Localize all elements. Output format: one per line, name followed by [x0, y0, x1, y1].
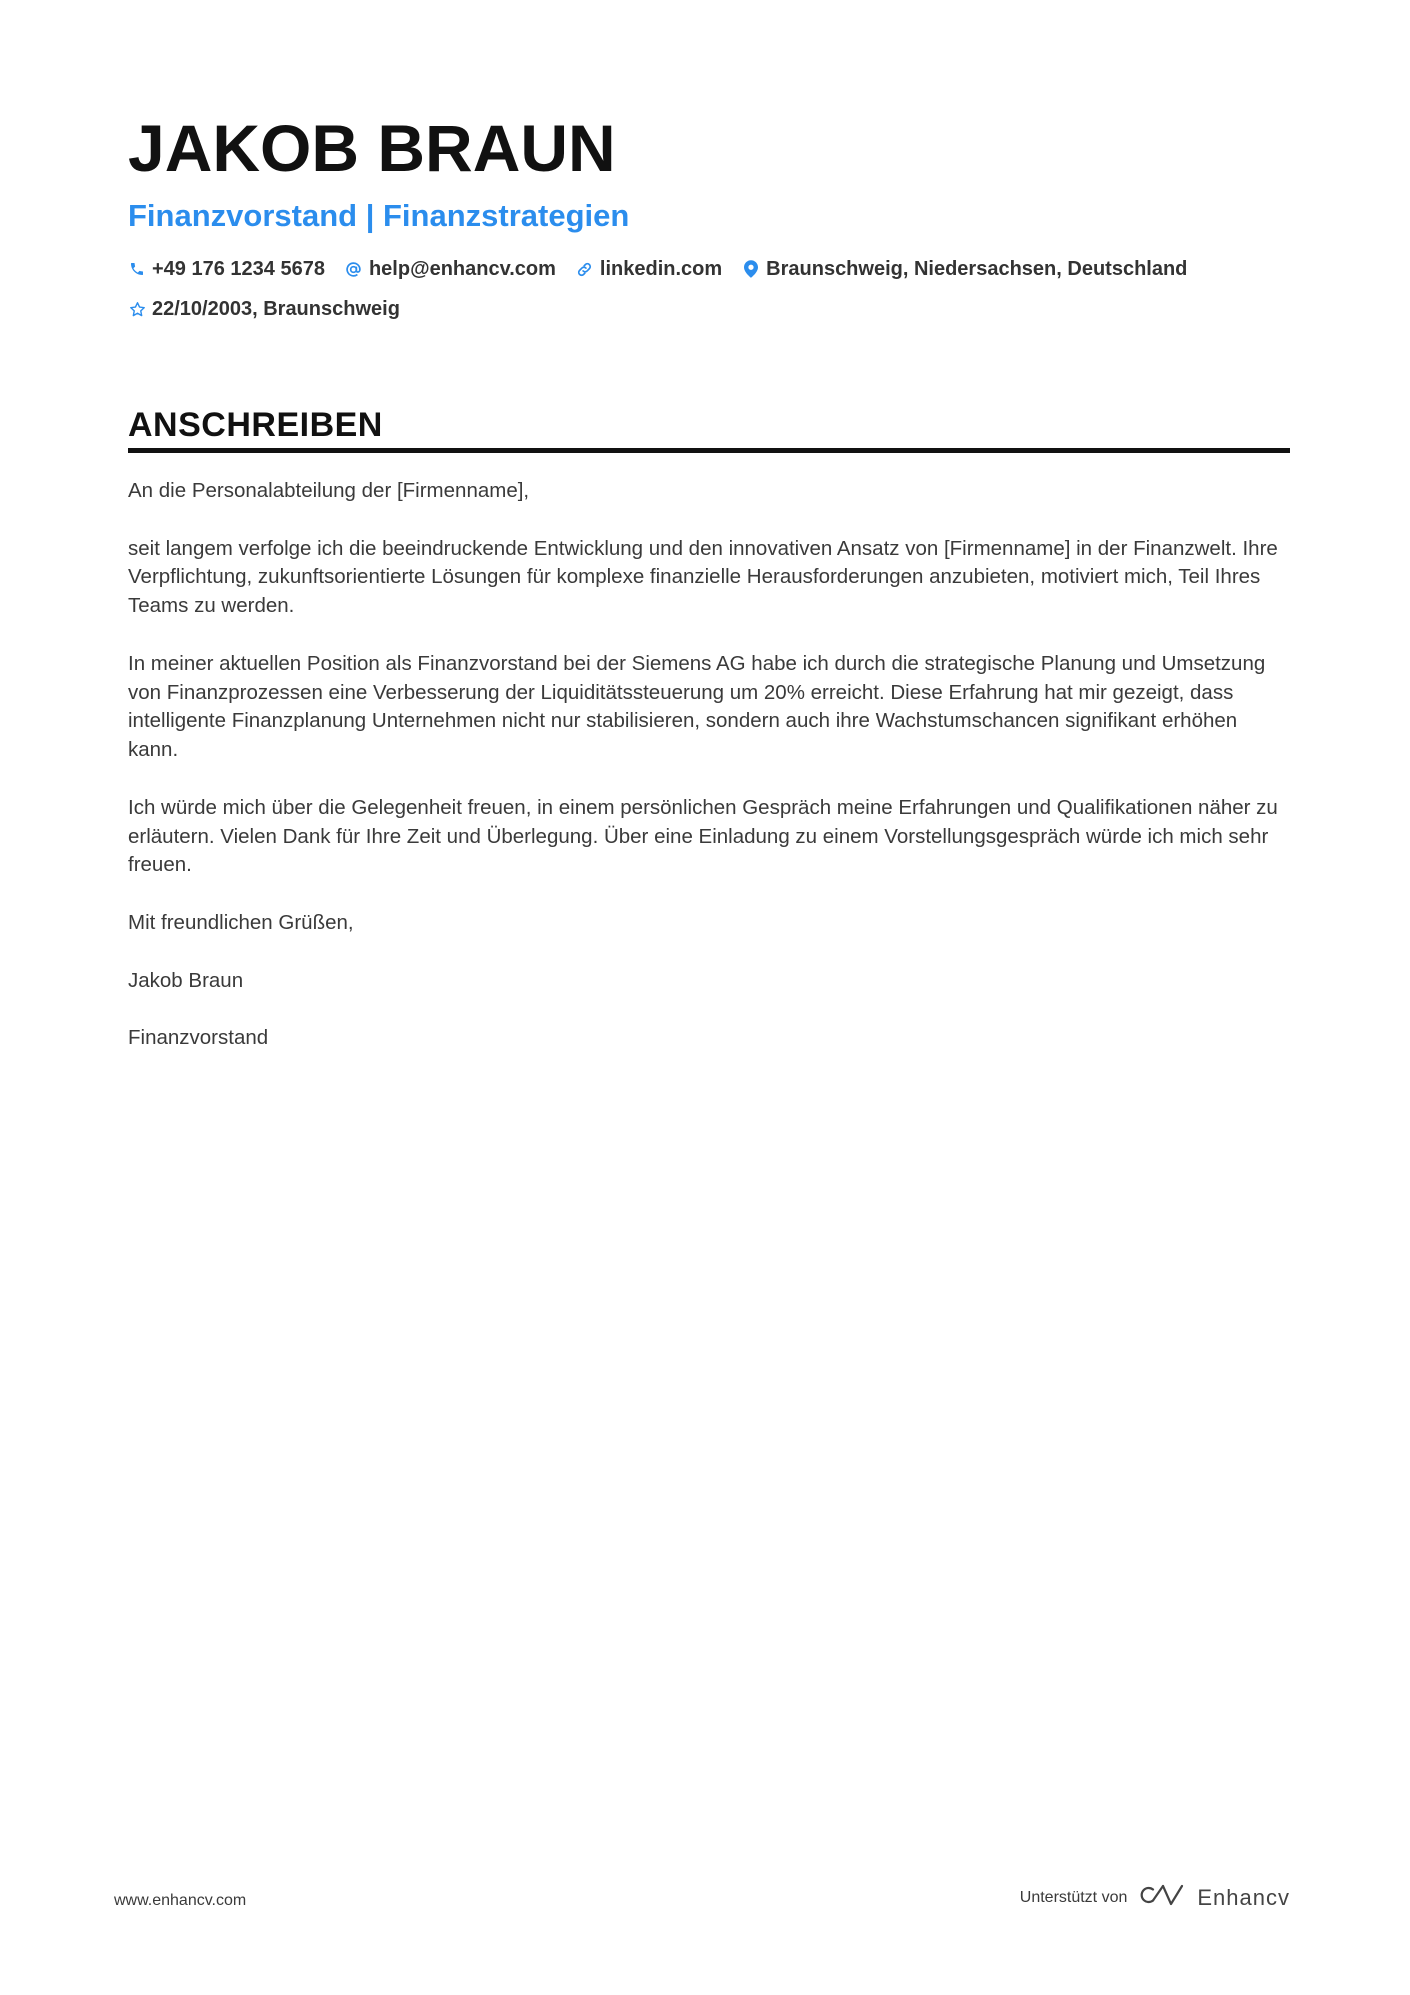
letter-paragraph: In meiner aktuellen Position als Finanzvorstand bei der Siemens AG habe ich durch die strategische Planung und Umsetzung von Finanzprozessen eine Verbesserung der Liquiditätssteuerung um 20% erreicht. Diese Erfahrung hat mir gezeigt, dass intelligente Finanzplanung Unternehmen nicht nur stabilisieren, sondern auch ihre Wachstumschancen signifikant erhöhen kann. — [128, 651, 1266, 762]
location-text: Braunschweig, Niedersachsen, Deutschland — [766, 258, 1188, 280]
signature-name: Jakob Braun — [128, 968, 244, 992]
contact-location — [742, 256, 1187, 282]
powered-by-label: Unterstützt von — [1019, 1888, 1128, 1906]
link-text: linkedin.com — [599, 258, 723, 280]
enhancv-logo-icon — [1139, 1882, 1185, 1913]
birth-text: 22/10/2003, Braunschweig — [152, 298, 400, 320]
star-icon — [128, 300, 146, 318]
contact-row-secondary — [128, 296, 1290, 322]
email-text: help@enhancv.com — [368, 258, 556, 280]
contact-link[interactable] — [576, 256, 722, 282]
letter-closing: Mit freundlichen Grüßen, — [128, 910, 354, 934]
footer-website[interactable]: www.enhancv.com — [114, 1892, 247, 1909]
footer-powered-by — [1020, 1882, 1290, 1913]
cover-letter-page — [128, 108, 1290, 1082]
enhancv-brand[interactable] — [1139, 1882, 1290, 1913]
phone-text: +49 176 1234 5678 — [152, 258, 325, 280]
contact-email[interactable] — [345, 256, 556, 282]
at-icon — [345, 260, 363, 278]
applicant-headline: Finanzvorstand | Finanzstrategien — [128, 198, 630, 233]
section-divider — [128, 448, 1290, 453]
letter-greeting: An die Personalabteilung der [Firmenname], — [128, 479, 530, 502]
enhancv-wordmark: Enhancv — [1197, 1884, 1290, 1910]
contact-row-primary — [128, 256, 1290, 282]
signature-title: Finanzvorstand — [128, 1026, 269, 1050]
contact-birth — [128, 296, 400, 322]
location-pin-icon — [742, 260, 760, 278]
link-icon — [576, 260, 594, 278]
letter-body — [128, 477, 1290, 1053]
section-title: ANSCHREIBEN — [128, 406, 383, 444]
applicant-name: JAKOB BRAUN — [128, 111, 616, 185]
contact-phone[interactable] — [128, 256, 325, 282]
letter-paragraph: Ich würde mich über die Gelegenheit freuen, in einem persönlichen Gespräch meine Erfahrungen und Qualifikationen näher zu erläutern. Vielen Dank für Ihre Zeit und Überlegung. Über eine Einladung zu einem Vorstellungsgespräch würde ich mich sehr freuen. — [128, 795, 1278, 877]
letter-paragraph: seit langem verfolge ich die beeindruckende Entwicklung und den innovativen Ansatz von [Firmenname] in der Finanzwelt. Ihre Verpflichtung, zukunftsorientierte Lösungen für komplexe finanzielle Herausforderungen anzubieten, motiviert mich, Teil Ihres Teams zu werden. — [128, 536, 1278, 618]
contact-info — [128, 256, 1290, 322]
phone-icon — [128, 260, 146, 278]
